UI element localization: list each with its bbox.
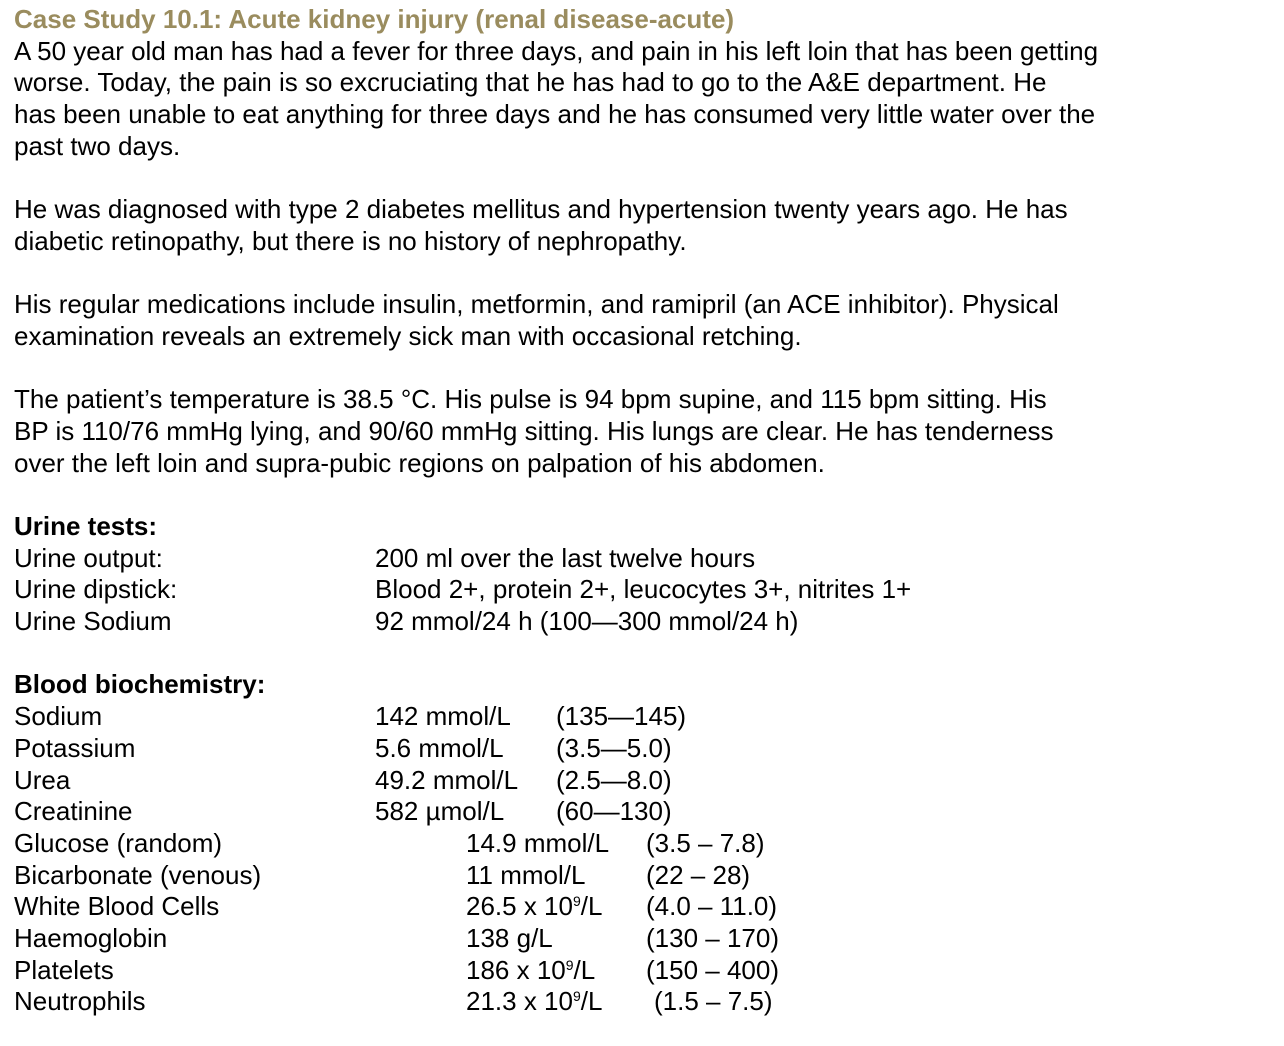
row-value <box>466 955 595 987</box>
value-exponent: 9 <box>572 893 581 910</box>
paragraph-line: worse. Today, the pain is so excruciating that he has had to go to the A&E department. He <box>14 67 1047 98</box>
reference-range: (3.5—5.0) <box>556 732 672 763</box>
document <box>14 4 1098 1018</box>
blood-row <box>14 986 1098 1018</box>
row-label: Urine output: <box>14 542 163 573</box>
reference-range: (1.5 – 7.5) <box>654 986 773 1017</box>
blood-row <box>14 923 1098 955</box>
row-label: Neutrophils <box>14 986 146 1017</box>
row-label: Creatinine <box>14 796 133 827</box>
row-value <box>466 860 585 892</box>
reference-range: (130 – 170) <box>646 922 779 953</box>
paragraph-line: The patient’s temperature is 38.5 °C. His pulse is 94 bpm supine, and 115 bpm sitting. His <box>14 384 1047 415</box>
blood-row <box>14 733 1098 765</box>
value-unit: /L <box>580 986 603 1017</box>
value-number: 582 µmol/L <box>375 796 505 827</box>
urine-row <box>14 543 1098 575</box>
row-value <box>466 986 602 1018</box>
value-exponent: 9 <box>565 956 574 973</box>
row-label: Urine Sodium <box>14 606 172 637</box>
row-value <box>375 701 511 733</box>
urine-row <box>14 574 1098 606</box>
urine-row <box>14 606 1098 638</box>
reference-range: (22 – 28) <box>646 859 751 890</box>
paragraph-line: His regular medications include insulin, metformin, and ramipril (an ACE inhibitor). Physical <box>14 289 1059 320</box>
blood-row <box>14 765 1098 797</box>
reference-range: (150 – 400) <box>646 954 779 985</box>
value-number: 142 mmol/L <box>375 701 511 732</box>
value-exponent: 9 <box>572 988 581 1005</box>
value-unit: /L <box>580 891 603 922</box>
row-label: Glucose (random) <box>14 827 223 858</box>
urine-tests-heading: Urine tests: <box>14 511 158 541</box>
reference-range: (2.5—8.0) <box>556 764 672 795</box>
value-number: 186 x 10 <box>466 954 566 985</box>
value-number: 11 mmol/L <box>466 859 586 890</box>
blood-row <box>14 891 1098 923</box>
blood-row <box>14 955 1098 987</box>
paragraph-line: over the left loin and supra-pubic regions on palpation of his abdomen. <box>14 447 825 478</box>
paragraph-line: has been unable to eat anything for three days and he has consumed very little water over the <box>14 99 1096 130</box>
row-value <box>466 891 602 923</box>
blank-line <box>14 353 1098 385</box>
blank-line <box>14 638 1098 670</box>
row-value <box>466 828 609 860</box>
blank-line <box>14 162 1098 194</box>
value-number: 5.6 mmol/L <box>375 732 504 763</box>
value-number: 138 g/L <box>466 922 553 953</box>
value-unit: /L <box>573 954 596 985</box>
row-label: Platelets <box>14 954 114 985</box>
blank-line <box>14 258 1098 290</box>
paragraph-line: BP is 110/76 mmHg lying, and 90/60 mmHg sitting. His lungs are clear. He has tenderness <box>14 415 1054 446</box>
row-label: Sodium <box>14 701 103 732</box>
blood-row <box>14 860 1098 892</box>
reference-range: (3.5 – 7.8) <box>646 827 765 858</box>
row-label: Potassium <box>14 732 136 763</box>
row-value <box>375 765 518 797</box>
value-number: 49.2 mmol/L <box>375 764 519 795</box>
blood-row <box>14 701 1098 733</box>
value-number: 26.5 x 10 <box>466 891 573 922</box>
reference-range: (60—130) <box>556 796 672 827</box>
row-label: Haemoglobin <box>14 922 168 953</box>
paragraph-line: diabetic retinopathy, but there is no history of nephropathy. <box>14 225 687 256</box>
paragraph-line: He was diagnosed with type 2 diabetes mellitus and hypertension twenty years ago. He has <box>14 194 1068 225</box>
blood-row <box>14 828 1098 860</box>
row-value: 92 mmol/24 h (100—300 mmol/24 h) <box>375 606 799 637</box>
blood-biochemistry-heading: Blood biochemistry: <box>14 669 266 700</box>
row-value: Blood 2+, protein 2+, leucocytes 3+, nitrites 1+ <box>375 574 912 605</box>
row-value <box>375 796 504 828</box>
blank-line <box>14 479 1098 511</box>
row-label: Bicarbonate (venous) <box>14 859 262 890</box>
reference-range: (135—145) <box>556 701 687 732</box>
row-value: 200 ml over the last twelve hours <box>375 542 756 573</box>
paragraph-line: A 50 year old man has had a fever for three days, and pain in his left loin that has been getting <box>14 35 1099 66</box>
row-label: White Blood Cells <box>14 891 220 922</box>
case-study-title: Case Study 10.1: Acute kidney injury (renal disease-acute) <box>14 4 735 34</box>
row-label: Urine dipstick: <box>14 574 178 605</box>
paragraph-line: examination reveals an extremely sick man with occasional retching. <box>14 320 802 351</box>
value-number: 14.9 mmol/L <box>466 827 610 858</box>
row-value <box>466 923 553 955</box>
blood-row <box>14 796 1098 828</box>
row-value <box>375 733 504 765</box>
row-label: Urea <box>14 764 71 795</box>
reference-range: (4.0 – 11.0) <box>646 891 778 922</box>
paragraph-line: past two days. <box>14 130 181 161</box>
value-number: 21.3 x 10 <box>466 986 573 1017</box>
